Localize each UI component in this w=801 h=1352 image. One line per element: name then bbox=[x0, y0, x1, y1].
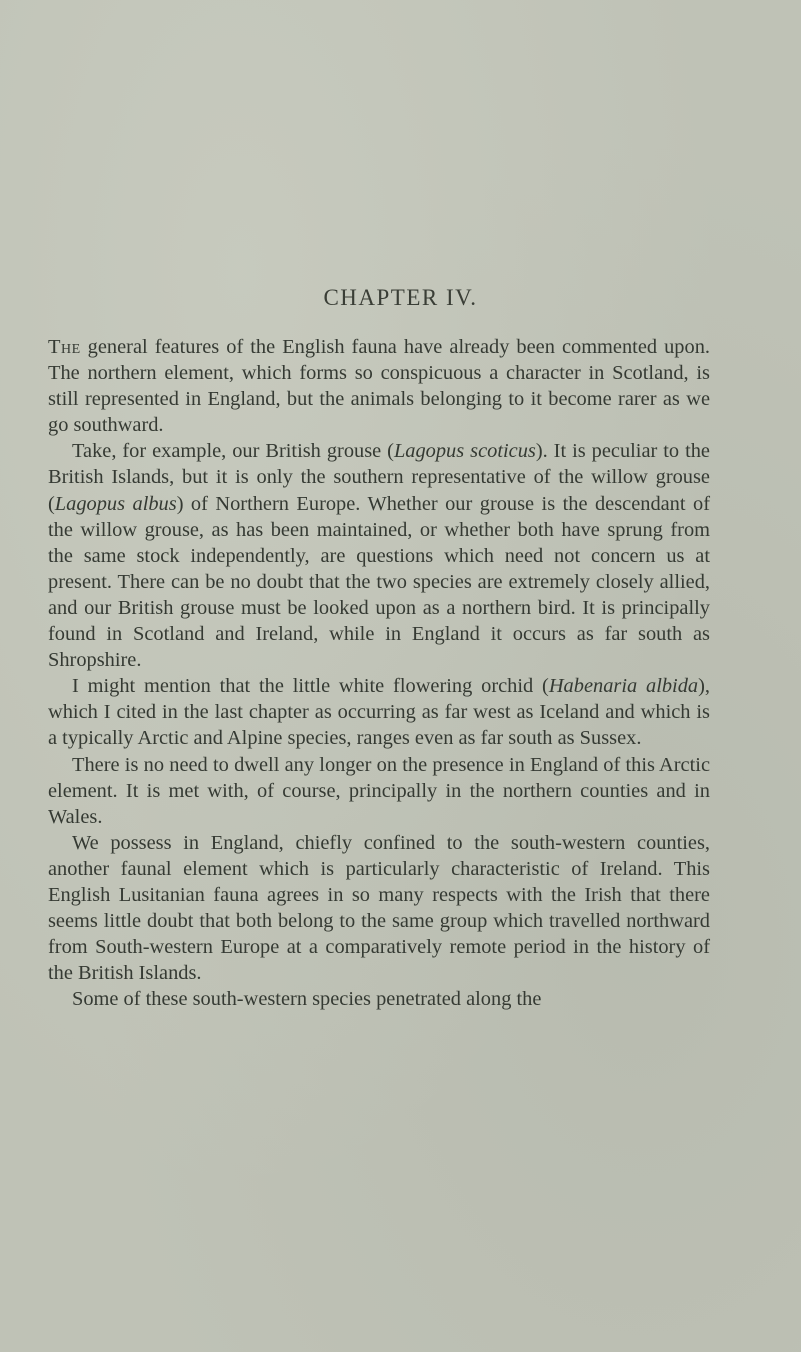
species-name: Lagopus scoticus bbox=[393, 440, 536, 463]
paragraph-2 bbox=[48, 438, 710, 673]
paragraph-5 bbox=[48, 830, 710, 987]
paragraph-text: ) of Northern Europe. Whether our grouse is the descendant of the willow grouse, as has been maintained, or whether both have sprung from the same stock independently, are questions which need not concern us at present. There can be no doubt that the two species are extremely closely allied, and our British grouse must be looked upon as a northern bird. It is principally found in Scotland and Ireland, while in England it occurs as far south as Shropshire. bbox=[48, 492, 710, 672]
paragraph-lead-word: The bbox=[48, 336, 81, 358]
paragraph-text: Take, for example, our British grouse ( bbox=[72, 440, 394, 463]
paragraph-6 bbox=[48, 986, 710, 1012]
species-name: Lagopus albus bbox=[54, 492, 177, 515]
paragraph-text: Some of these south-western species penetrated along the bbox=[72, 988, 542, 1011]
paragraph-text: I might mention that the little white flowering orchid ( bbox=[72, 675, 549, 698]
paragraph-text: We possess in England, chiefly confined to the south-western counties, another faunal element which is particularly characteristic of Ireland. This English Lusitanian fauna agrees in so many respects with the Irish that there seems little doubt that both belong to the same group which travelled northward from South-western Europe at a comparatively remote period in the history of the British Islands. bbox=[48, 831, 710, 985]
chapter-body bbox=[48, 334, 710, 1012]
paragraph-1 bbox=[48, 334, 710, 438]
paragraph-text: ), which I cited in the last chapter as occurring as far west as Iceland and which is a typically Arctic and Alpine species, ranges even as far south as Sussex. bbox=[48, 675, 710, 750]
paragraph-text: There is no need to dwell any longer on the presence in England of this Arctic element. It is met with, of course, principally in the northern counties and in Wales. bbox=[48, 753, 710, 828]
paragraph-4 bbox=[48, 752, 710, 830]
paragraph-text: ). It is peculiar to the British Islands, but it is only the southern representative of the willow grouse ( bbox=[48, 440, 710, 515]
species-name: Habenaria albida bbox=[548, 675, 699, 698]
paragraph-text: general features of the English fauna have already been commented upon. The northern element, which forms so conspicuous a character in Scotland, is still represented in England, but the animals belonging to it become rarer as we go southward. bbox=[48, 336, 710, 437]
chapter-heading: CHAPTER IV. bbox=[323, 285, 478, 310]
paragraph-3 bbox=[48, 673, 710, 751]
